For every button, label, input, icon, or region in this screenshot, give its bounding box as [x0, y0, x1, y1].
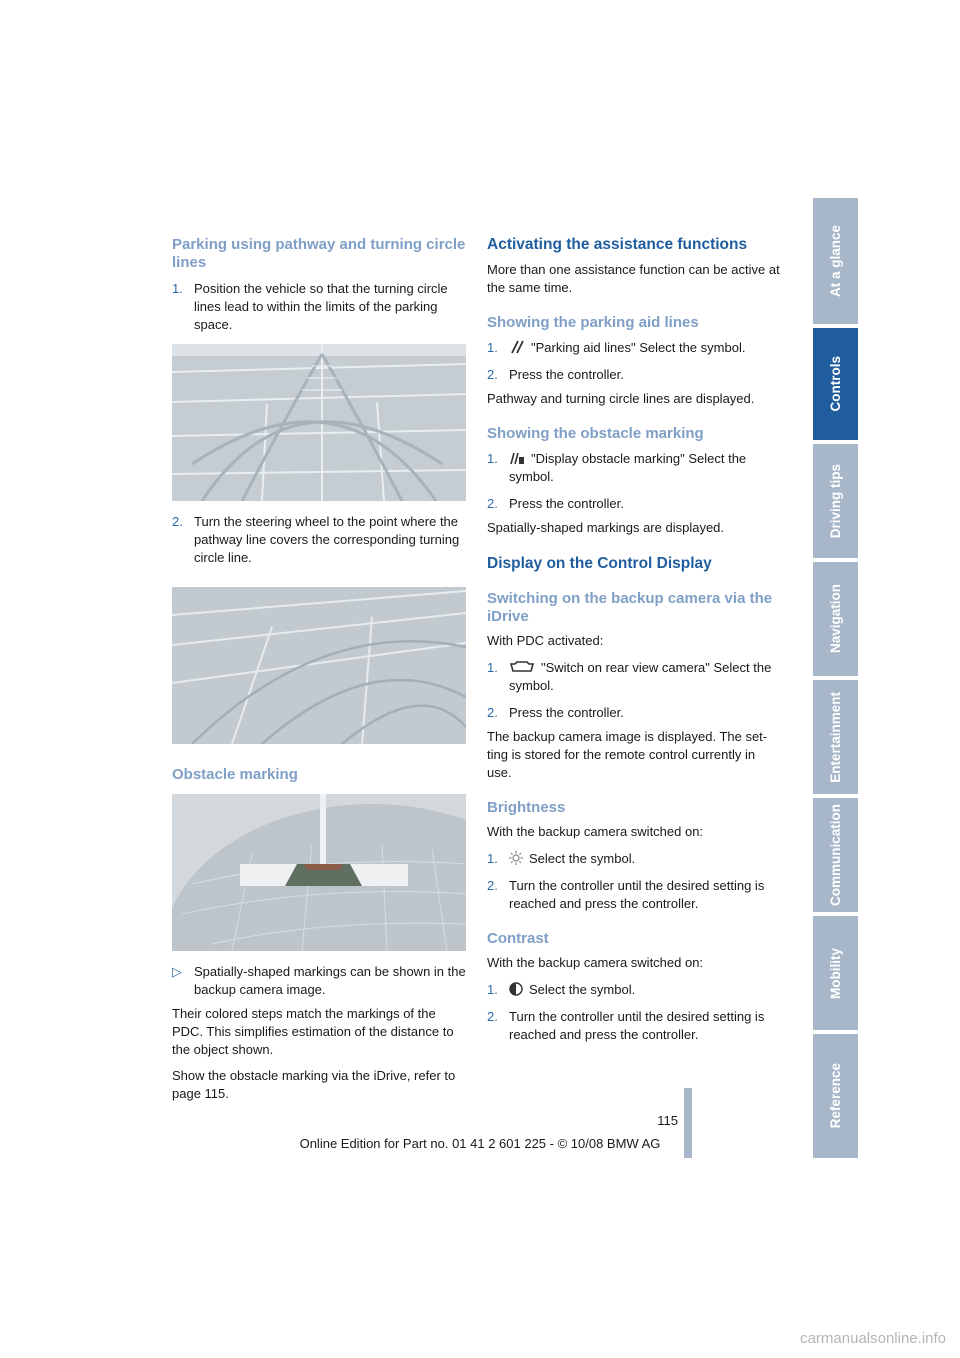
- heading-contrast: Contrast: [487, 930, 549, 947]
- brightness-step-1: 1. Select the symbol.: [487, 851, 636, 866]
- brightness-step-2: 2. Turn the controller until the desired setting is reached and press the controller.: [487, 878, 765, 911]
- obstacle-bullet: ▷ Spatially-shaped markings can be shown in the backup camera image.: [172, 964, 466, 997]
- activating-text: More than one assistance function can be active at the same time.: [487, 262, 780, 295]
- figure-obstacle-marking: [172, 794, 466, 951]
- parking-aid-step-2: 2. Press the controller.: [487, 367, 624, 382]
- obstacle-step-1: 1. "Display obstacle marking" Select the symbol.: [487, 451, 747, 484]
- parking-aid-lines-icon: [509, 340, 525, 354]
- switching-step-2: 2. Press the controller.: [487, 705, 624, 720]
- brightness-icon: [509, 851, 523, 865]
- footer-edition: Online Edition for Part no. 01 41 2 601 225 - © 10/08 BMW AG: [299, 1136, 661, 1151]
- heading-brightness: Brightness: [487, 799, 566, 816]
- brightness-pre: With the backup camera switched on:: [487, 824, 704, 839]
- heading-obstacle-show: Showing the obstacle marking: [487, 425, 704, 442]
- tab-entertainment[interactable]: Entertainment: [813, 680, 858, 794]
- obstacle-result: Spatially-shaped markings are displayed.: [487, 520, 725, 535]
- tab-navigation[interactable]: Navigation: [813, 562, 858, 676]
- figure-pathway-lines: [172, 344, 466, 501]
- contrast-step-2: 2. Turn the controller until the desired setting is reached and press the controller.: [487, 1009, 765, 1042]
- switching-result: The backup camera image is displayed. The set-ting is stored for the remote control currently in use.: [487, 729, 768, 780]
- contrast-icon: [509, 982, 523, 996]
- contrast-pre: With the backup camera switched on:: [487, 955, 704, 970]
- parking-step-2: 2. Turn the steering wheel to the point where the pathway line covers the corresponding turning circle line.: [172, 514, 460, 565]
- tab-driving-tips[interactable]: Driving tips: [813, 444, 858, 558]
- heading-switching: Switching on the backup camera via the iDrive: [487, 590, 773, 625]
- obstacle-paragraph-1: Their colored steps match the markings of the PDC. This simplifies estimation of the distance to the object shown.: [172, 1006, 454, 1057]
- parking-aid-result: Pathway and turning circle lines are displayed.: [487, 391, 755, 406]
- parking-step-1: 1. Position the vehicle so that the turning circle lines lead to within the limits of the parking space.: [172, 281, 448, 332]
- obstacle-marking-icon: [509, 451, 525, 465]
- contrast-step-1: 1. Select the symbol.: [487, 982, 636, 997]
- page-number: 115: [657, 1113, 678, 1128]
- tab-communication[interactable]: Communication: [813, 798, 858, 912]
- tab-at-a-glance[interactable]: At a glance: [813, 198, 858, 324]
- parking-aid-step-1: 1. "Parking aid lines" Select the symbol.: [487, 340, 746, 355]
- obstacle-paragraph-2: Show the obstacle marking via the iDrive, refer to page 115.: [172, 1068, 456, 1101]
- heading-display: Display on the Control Display: [487, 555, 712, 572]
- heading-activating: Activating the assistance functions: [487, 236, 748, 253]
- switching-pre: With PDC activated:: [487, 633, 604, 648]
- heading-parking-lines: Parking using pathway and turning circle lines: [172, 236, 466, 271]
- rear-view-camera-icon: [509, 660, 535, 674]
- figure-turning-lines: [172, 587, 466, 744]
- right-column: [487, 236, 781, 1044]
- tab-reference[interactable]: Reference: [813, 1034, 858, 1158]
- obstacle-step-2: 2. Press the controller.: [487, 496, 624, 511]
- switching-step-1: 1. "Switch on rear view camera" Select the symbol.: [487, 660, 772, 693]
- heading-obstacle-marking: Obstacle marking: [172, 766, 298, 783]
- watermark: carmanualsonline.info: [800, 1330, 946, 1347]
- tab-mobility[interactable]: Mobility: [813, 916, 858, 1030]
- tab-controls[interactable]: Controls: [813, 328, 858, 440]
- heading-parking-aid: Showing the parking aid lines: [487, 314, 699, 331]
- left-column: [172, 236, 466, 1103]
